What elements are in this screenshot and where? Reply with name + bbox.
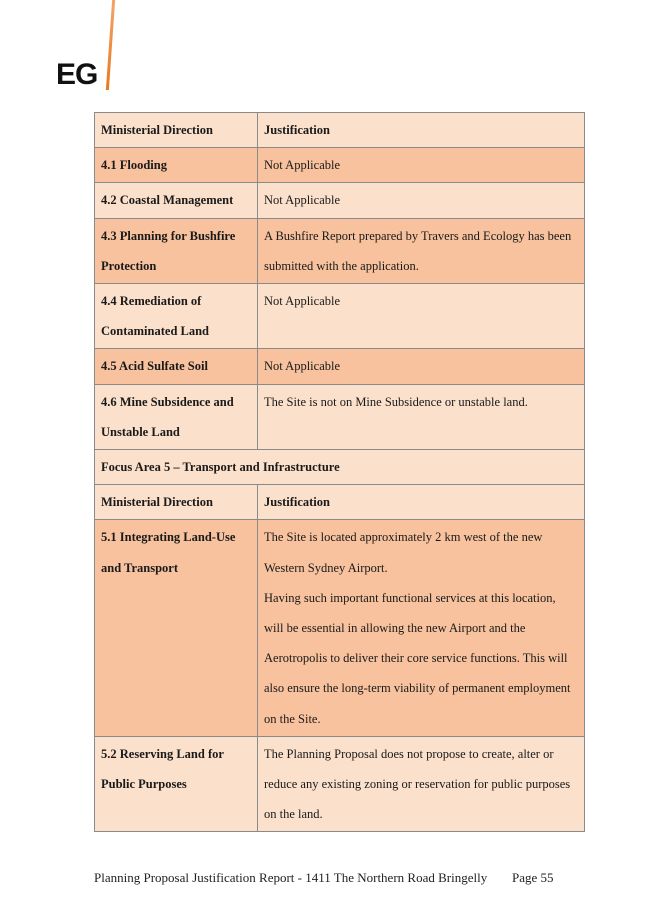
direction-cell: 5.2 Reserving Land for Public Purposes bbox=[95, 736, 258, 832]
header-cell-justification: Justification bbox=[258, 485, 585, 520]
table-row bbox=[95, 284, 585, 349]
table-row bbox=[95, 218, 585, 283]
direction-cell: 4.3 Planning for Bushfire Protection bbox=[95, 218, 258, 283]
header-cell-direction: Ministerial Direction bbox=[95, 113, 258, 148]
logo-text: EG bbox=[56, 58, 98, 91]
footer-title: Planning Proposal Justification Report - 1411 The Northern Road Bringelly bbox=[94, 870, 488, 885]
logo-accent-bar bbox=[106, 0, 115, 90]
justification-cell: The Planning Proposal does not propose to create, alter or reduce any existing zoning or reservation for public purposes on the land. bbox=[258, 736, 585, 832]
section-heading: Focus Area 5 – Transport and Infrastructure bbox=[95, 450, 585, 485]
header-cell-justification: Justification bbox=[258, 113, 585, 148]
justification-cell: A Bushfire Report prepared by Travers and Ecology has been submitted with the application. bbox=[258, 218, 585, 283]
justification-cell: Not Applicable bbox=[258, 284, 585, 349]
direction-cell: 4.5 Acid Sulfate Soil bbox=[95, 349, 258, 384]
table-row bbox=[95, 148, 585, 183]
justification-cell: Not Applicable bbox=[258, 349, 585, 384]
table-row bbox=[95, 736, 585, 832]
justification-cell: Not Applicable bbox=[258, 183, 585, 218]
ministerial-directions-table bbox=[94, 112, 585, 832]
eg-logo bbox=[56, 0, 116, 92]
section-row bbox=[95, 450, 585, 485]
page-number: Page 55 bbox=[512, 870, 554, 885]
justification-paragraph: Having such important functional services at this location, will be essential in allowing the new Airport and the Aerotropolis to deliver their core service functions. This will also ensure the long-term viability of permanent employment on the Site. bbox=[264, 590, 571, 726]
direction-cell: 5.1 Integrating Land-Use and Transport bbox=[95, 520, 258, 736]
direction-cell: 4.4 Remediation of Contaminated Land bbox=[95, 284, 258, 349]
table-row bbox=[95, 384, 585, 449]
direction-cell: 4.1 Flooding bbox=[95, 148, 258, 183]
direction-cell: 4.2 Coastal Management bbox=[95, 183, 258, 218]
table-row bbox=[95, 349, 585, 384]
header-cell-direction: Ministerial Direction bbox=[95, 485, 258, 520]
justification-cell: Not Applicable bbox=[258, 148, 585, 183]
direction-cell: 4.6 Mine Subsidence and Unstable Land bbox=[95, 384, 258, 449]
table-header-row bbox=[95, 113, 585, 148]
table-row bbox=[95, 183, 585, 218]
table-header-row bbox=[95, 485, 585, 520]
justification-cell bbox=[258, 520, 585, 736]
table-row bbox=[95, 520, 585, 736]
justification-paragraph: The Site is located approximately 2 km west of the new Western Sydney Airport. bbox=[264, 530, 543, 575]
justification-cell: The Site is not on Mine Subsidence or unstable land. bbox=[258, 384, 585, 449]
